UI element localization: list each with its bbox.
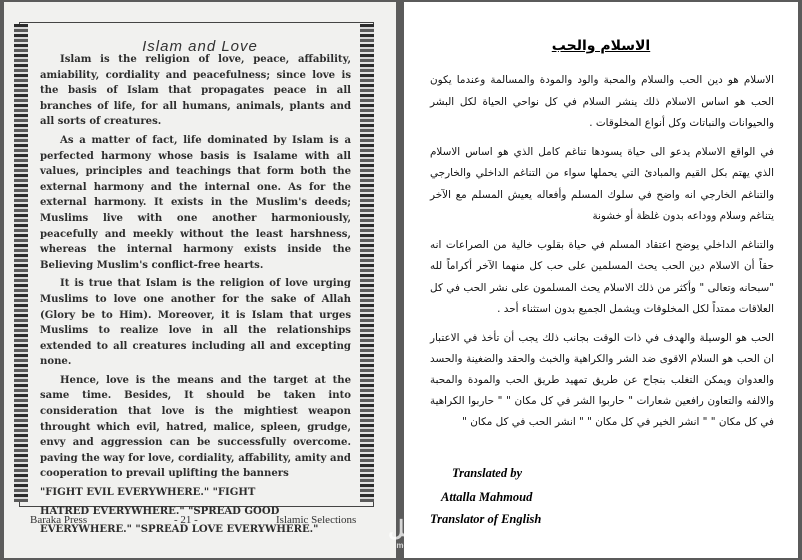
slogan-line-2: HATRED EVERYWHERE." "SPREAD GOOD [40,505,280,517]
credit-translator-name: Attalla Mahmoud [441,490,533,504]
slogan-line-3: EVERYWHERE." "SPREAD LOVE EVERYWHERE." [40,524,319,536]
left-ornamental-border [14,24,28,502]
english-paragraph-2: As a matter of fact, life dominated by Islam is a perfected harmony whose basis is Isalame with all values, principles and teachings that form both the external harmony and the internal one. As for the external harmony. It exists in the Muslim's deeds; Muslims live with one another harmoniously, peacefully and meekly without the least harshness, whereas the internal harmony exists inside the Believing Muslim's conflict-free hearts. [40,134,351,271]
site-watermark [386,516,456,550]
arabic-paragraph-4: الحب هو الوسيلة والهدف في ذات الوقت بجانب ذلك يجب أن تأخذ في الاعتبار ان الحب هو السلام الاقوى ضد الشر والكراهية والخبث والحقد والضغينة والحسد والعدوان ويمكن التغلب بنجاح عن طريق تمهيد طريق الحب والمودة والمحبة والالفه والتعاون رافعين شعارات " حاربوا الشر في كل مكان " " حاربوا الكراهية في كل مكان " " انشر الخير في كل مكان " " انشر الحب في كل مكان " [430,331,774,428]
watermark-latin: mostaql.com [396,541,446,550]
arabic-title: الاسلام والحب [551,38,651,54]
arabic-paragraph-1: الاسلام هو دين الحب والسلام والمحبة والود والمودة والمسالمة وعندما يكون الحب هو اساس الاسلام ذلك ينشر السلام في كل نواحي الحياة لكل البشر والحيوانات والنباتات وكل أنواع المخلوقات . [430,74,774,129]
publisher-name: Baraka Press [30,514,88,526]
arabic-paragraph-2: في الواقع الاسلام يدعو الى حياة يسودها تناغم كامل الذي هو اساس الاسلام الذي يهتم بكل القيم والمبادئ التي يحملها سواء من التناغم الداخلي والخارجي والتناغم الخارجي انه واضح في سلوك المسلم وأفعاله يعيش المسلم مع الآخر يتناغم وسلام ووداعه بدون غلظة أو خشونة [430,145,774,222]
slogan-line-1: "FIGHT EVIL EVERYWHERE." "FIGHT [40,487,256,499]
series-name: Islamic Selections [276,514,357,526]
english-paragraph-4: Hence, love is the means and the target at the same time. Besides, It should be taken into consideration that love is the mightiest weapon throught which evil, hatred, malice, spleen, grudge, envy and aggression can be successfully overcome. paving the way for love, cordiality, affability, amity and cooperation to prevail uplifting the banners [40,374,351,480]
arabic-body [430,70,774,440]
page-number: - 21 - [174,514,198,526]
arabic-paragraph-3: والتناغم الداخلي يوضح اعتقاد المسلم في حياة بقلوب خالية من الصراعات انه حقاً أن الاسلام دين الحب يحث المسلمين على حب كل منهما الآخر أكراماً لله "سبحانه وتعالى " وأكثر من ذلك الاسلام يحث المسلمون على نشر الحب في كل العلاقات ممتداً لكل المخلوقات ويشمل الجميع بدون استثناء أحد . [430,238,774,315]
english-heading: Islam and Love [142,38,258,55]
english-paragraph-1: Islam is the religion of love, peace, affability, amiability, cordiality and peacefulness; since love is the basis of Islam that propagates peace in all branches of life, for all humans, animals, plants and all sorts of creatures. [40,54,351,128]
scanned-english-page [4,2,396,558]
watermark-arabic: مستقل [388,516,454,541]
page-footer [4,514,396,530]
english-paragraph-3: It is true that Islam is the religion of love urging Muslims to love one another for the sake of Allah (Glory be to Him). Moreover, it is Islam that urges Muslims to realize love in all the relationships extended to all creatures including all and excepting none. [40,278,351,368]
right-ornamental-border [360,24,374,502]
credit-translator-title: Translator of English [430,512,542,526]
credit-translated-by: Translated by [452,466,523,480]
english-body [40,52,351,538]
scanned-page-image [4,2,396,558]
arabic-translation-page [404,2,798,558]
